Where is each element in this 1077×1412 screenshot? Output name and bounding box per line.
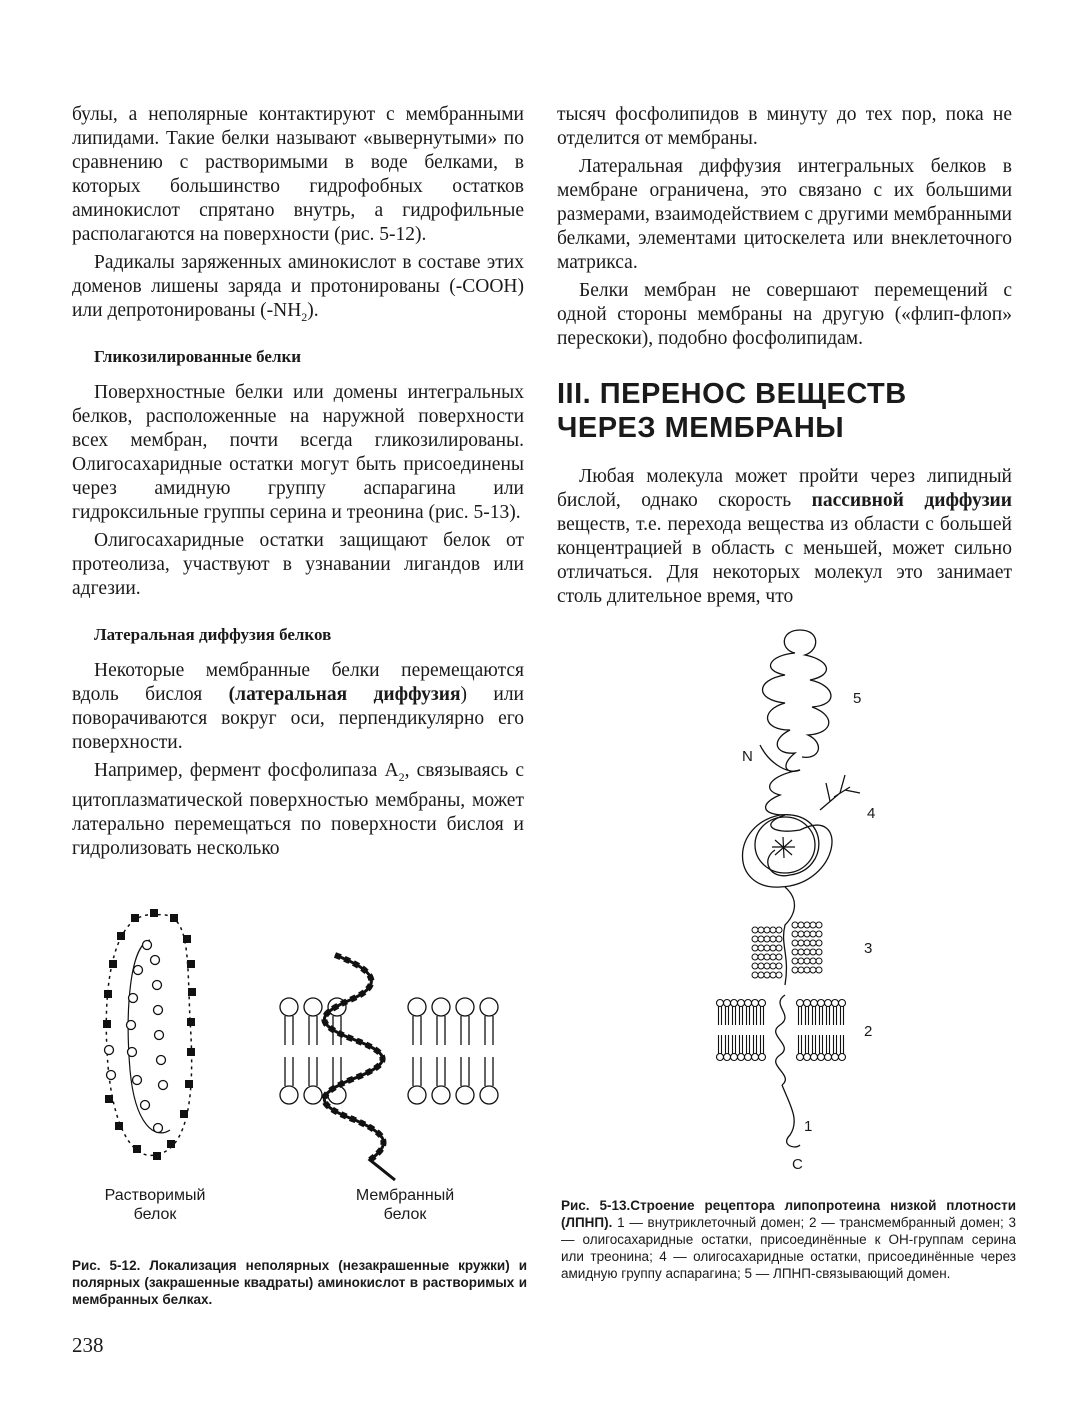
lipid-tail [461, 1057, 469, 1086]
membrane-protein-figure [275, 945, 505, 1185]
oligosaccharide-bead [804, 949, 810, 955]
paragraph: булы, а неполярные контактируют с мембранными липидами. Такие белки называют «вывернутыми» по сравнению с растворимыми в воде белками, в которых большинство гидрофобных остатков аминокислот спрятано внутрь, а гидрофильные располагаются на поверхности (рис. 5-12). [72, 104, 524, 245]
oligosaccharide-bead [810, 958, 816, 964]
lipid-head [432, 998, 450, 1016]
paragraph: Поверхностные белки или домены интегральных белков, расположенные на наружной поверхности всех мембран, почти всегда гликозилированы. Олигосахаридные остатки могут быть присоединены через амидную группу аспарагина или гидроксильные группы серина и треонина (рис. 5-13). [72, 381, 524, 523]
lipid-tail [740, 1035, 743, 1054]
oligosaccharide-bead [810, 949, 816, 955]
paragraph: Некоторые мембранные белки перемещаются вдоль бислоя (латеральная диффузия) или поворачиваются вокруг оси, перпендикулярно его поверхности. [72, 659, 524, 753]
oligosaccharide-bead [798, 931, 804, 937]
oligosaccharide-bead [798, 967, 804, 973]
oligosaccharide-bead [792, 922, 798, 928]
paragraph: Латеральная диффузия интегральных белков в мембране ограничена, это связано с их большими размерами, взаимодействием с другими мембранными белками, элементами цитоскелета или внеклеточного матрикса. [557, 156, 1012, 273]
section-title: III. ПЕРЕНОС ВЕЩЕСТВ ЧЕРЕЗ МЕМБРАНЫ [557, 378, 907, 444]
lipid-tail [733, 1035, 736, 1054]
lipid-head [832, 1054, 839, 1061]
lipid-tail [841, 1035, 844, 1054]
lipid-tail [754, 1007, 757, 1026]
lipid-tail [813, 1035, 816, 1054]
oligosaccharide-bead [804, 967, 810, 973]
oligosaccharide-bead [758, 972, 764, 978]
oligosaccharide-bead [764, 927, 770, 933]
oligosaccharide-bead [758, 954, 764, 960]
lipid-head [724, 1054, 731, 1061]
lipid-head [408, 1086, 426, 1104]
lipid-head [759, 1054, 766, 1061]
left-column [72, 103, 524, 865]
oligosaccharide-bead [810, 922, 816, 928]
lipid-head [731, 1000, 738, 1007]
ldl-receptor-figure [700, 625, 900, 1165]
label-2: 2 [864, 1023, 873, 1040]
oligosaccharide-bead [804, 931, 810, 937]
oligosaccharide-bead [816, 940, 822, 946]
lipid-tail [806, 1035, 809, 1054]
lipid-head [280, 998, 298, 1016]
oligosaccharide-bead [816, 922, 822, 928]
oligosaccharide-bead [764, 972, 770, 978]
oligosaccharide-bead [764, 936, 770, 942]
oligosaccharide-bead [776, 972, 782, 978]
oligosaccharide-bead [792, 949, 798, 955]
oligosaccharide-bead [776, 963, 782, 969]
oligosaccharide-bead [816, 958, 822, 964]
lipid-head [825, 1000, 832, 1007]
lipid-tail [799, 1007, 802, 1026]
lipid-tail [820, 1007, 823, 1026]
membrane-protein-label: Мембранный белок [355, 1187, 455, 1223]
oligosaccharide-bead [792, 931, 798, 937]
oligosaccharide-bead [792, 940, 798, 946]
oligosaccharide-bead [816, 949, 822, 955]
label-3: 3 [864, 940, 873, 957]
oligosaccharide-bead [752, 927, 758, 933]
lipid-head [731, 1054, 738, 1061]
oligosaccharide-bead [752, 954, 758, 960]
oligosaccharide-bead [810, 931, 816, 937]
oligosaccharide-bead [798, 922, 804, 928]
lipid-head [839, 1054, 846, 1061]
lipid-tail [754, 1035, 757, 1054]
oligosaccharide-bead [770, 972, 776, 978]
lipid-head [804, 1000, 811, 1007]
lipid-head [752, 1000, 759, 1007]
lipid-tail [719, 1035, 722, 1054]
lipid-tail [413, 1057, 421, 1086]
lipid-tail [485, 1016, 493, 1045]
lipid-head [811, 1054, 818, 1061]
oligosaccharide-bead [758, 927, 764, 933]
figure-5-13-caption: Рис. 5-13.Строение рецептора липопротеина низкой плотности (ЛПНП). 1 — внутриклеточный домен; 2 — трансмембранный домен; 3 — олигосахаридные остатки, присоединённые к ОН-группам серина или треонина; 4 — олигосахаридные остатки, присоединённые через амидную группу аспарагина; 5 — ЛПНП-связывающий домен. [561, 1198, 1016, 1281]
n-terminus-label: N [742, 748, 753, 765]
subheading-glycosylated: Гликозилированные белки [94, 346, 302, 366]
oligosaccharide-bead [792, 958, 798, 964]
soluble-protein-figure [95, 900, 215, 1170]
oligosaccharide-bead [798, 940, 804, 946]
figure-5-12-caption: Рис. 5-12. Локализация неполярных (незакрашенные кружки) и полярных (закрашенные квадраты) аминокислот в растворимых и мембранных белках. [72, 1258, 527, 1307]
paragraph: Олигосахаридные остатки защищают белок от протеолиза, участвуют в узнавании лигандов или адгезии. [72, 529, 524, 599]
oligosaccharide-bead [764, 945, 770, 951]
subheading-lateral-diffusion: Латеральная диффузия белков [94, 624, 332, 644]
oligosaccharide-bead [792, 967, 798, 973]
lipid-head [818, 1054, 825, 1061]
lipid-head [752, 1054, 759, 1061]
oligosaccharide-bead [758, 945, 764, 951]
lipid-head [804, 1054, 811, 1061]
lipid-tail [740, 1007, 743, 1026]
paragraph: Белки мембран не совершают перемещений с одной стороны мембраны на другую («флип-флоп» перескоки), подобно фосфолипидам. [557, 280, 1012, 349]
lipid-head [797, 1054, 804, 1061]
lipid-tail [747, 1035, 750, 1054]
lipid-head [825, 1054, 832, 1061]
lipid-head [797, 1000, 804, 1007]
lipid-tail [485, 1057, 493, 1086]
lipid-tail [813, 1007, 816, 1026]
oligosaccharide-bead [770, 954, 776, 960]
oligosaccharide-bead [776, 945, 782, 951]
paragraph: Радикалы заряженных аминокислот в составе этих доменов лишены заряда и протонированы (-СООН) или депротонированы $(-NH_2)$. [72, 252, 524, 324]
oligosaccharide-bead [804, 922, 810, 928]
oligosaccharide-bead [776, 936, 782, 942]
oligosaccharide-bead [758, 936, 764, 942]
lipid-head [759, 1000, 766, 1007]
lipid-tail [285, 1016, 293, 1045]
lipid-head [480, 1086, 498, 1104]
paragraph: Например, фермент фосфолипаза $А_2$, связываясь с цитоплазматической поверхностью мембраны, может латерально перемещаться по поверхности бислоя и гидролизовать несколько [72, 759, 524, 859]
oligosaccharide-bead [752, 936, 758, 942]
lipid-head [456, 1086, 474, 1104]
lipid-tail [747, 1007, 750, 1026]
oligosaccharide-bead [770, 963, 776, 969]
lipid-tail [285, 1057, 293, 1086]
lipid-tail [309, 1016, 317, 1045]
lipid-head [811, 1000, 818, 1007]
oligosaccharide-bead [804, 940, 810, 946]
lipid-tail [461, 1016, 469, 1045]
oligosaccharide-bead [764, 963, 770, 969]
oligosaccharide-bead [752, 945, 758, 951]
lipid-head [717, 1000, 724, 1007]
oligosaccharide-bead [798, 958, 804, 964]
label-5: 5 [853, 690, 862, 707]
lipid-tail [834, 1035, 837, 1054]
lipid-tail [761, 1035, 764, 1054]
oligosaccharide-bead [810, 940, 816, 946]
lipid-head [832, 1000, 839, 1007]
lipid-head [432, 1086, 450, 1104]
lipid-head [280, 1086, 298, 1104]
oligosaccharide-bead [776, 927, 782, 933]
oligosaccharide-bead [816, 931, 822, 937]
lipid-tail [733, 1007, 736, 1026]
lipid-tail [820, 1035, 823, 1054]
paragraph: Любая молекула может пройти через липидный бислой, однако скорость пассивной диффузии веществ, т.е. перехода вещества из области с большей концентрацией в область с меньшей, может сильно отличаться. Для некоторых молекул это занимает столь длительное время, что [557, 466, 1012, 607]
oligosaccharide-bead [810, 967, 816, 973]
lipid-tail [827, 1007, 830, 1026]
oligosaccharide-bead [752, 972, 758, 978]
lipid-tail [761, 1007, 764, 1026]
lipid-tail [719, 1007, 722, 1026]
lipid-tail [834, 1007, 837, 1026]
lipid-head [738, 1054, 745, 1061]
oligosaccharide-bead [776, 954, 782, 960]
oligosaccharide-bead [816, 967, 822, 973]
lipid-head [745, 1054, 752, 1061]
lipid-head [738, 1000, 745, 1007]
lipid-tail [827, 1035, 830, 1054]
lipid-tail [799, 1035, 802, 1054]
lipid-tail [437, 1057, 445, 1086]
oligosaccharide-bead [758, 963, 764, 969]
lipid-tail [413, 1016, 421, 1045]
lipid-head [304, 998, 322, 1016]
lipid-head [456, 998, 474, 1016]
oligosaccharide-bead [770, 936, 776, 942]
oligosaccharide-bead [798, 949, 804, 955]
lipid-head [408, 998, 426, 1016]
lipid-tail [309, 1057, 317, 1086]
lipid-tail [841, 1007, 844, 1026]
lipid-tail [806, 1007, 809, 1026]
page-number: 238 [72, 1333, 104, 1357]
oligosaccharide-bead [764, 954, 770, 960]
label-1: 1 [804, 1118, 813, 1135]
lipid-head [304, 1086, 322, 1104]
lipid-head [717, 1054, 724, 1061]
lipid-head [818, 1000, 825, 1007]
lipid-tail [726, 1035, 729, 1054]
oligosaccharide-bead [804, 958, 810, 964]
oligosaccharide-bead [770, 945, 776, 951]
lipid-head [724, 1000, 731, 1007]
c-terminus-label: C [792, 1156, 803, 1173]
lipid-tail [726, 1007, 729, 1026]
oligosaccharide-bead [770, 927, 776, 933]
right-column [557, 103, 1012, 613]
paragraph: тысяч фосфолипидов в минуту до тех пор, пока не отделится от мембраны. [557, 104, 1012, 149]
soluble-protein-label: Растворимый белок [104, 1187, 206, 1223]
lipid-head [745, 1000, 752, 1007]
oligosaccharide-bead [752, 963, 758, 969]
lipid-tail [437, 1016, 445, 1045]
lipid-head [480, 998, 498, 1016]
lipid-head [839, 1000, 846, 1007]
label-4: 4 [867, 805, 876, 822]
